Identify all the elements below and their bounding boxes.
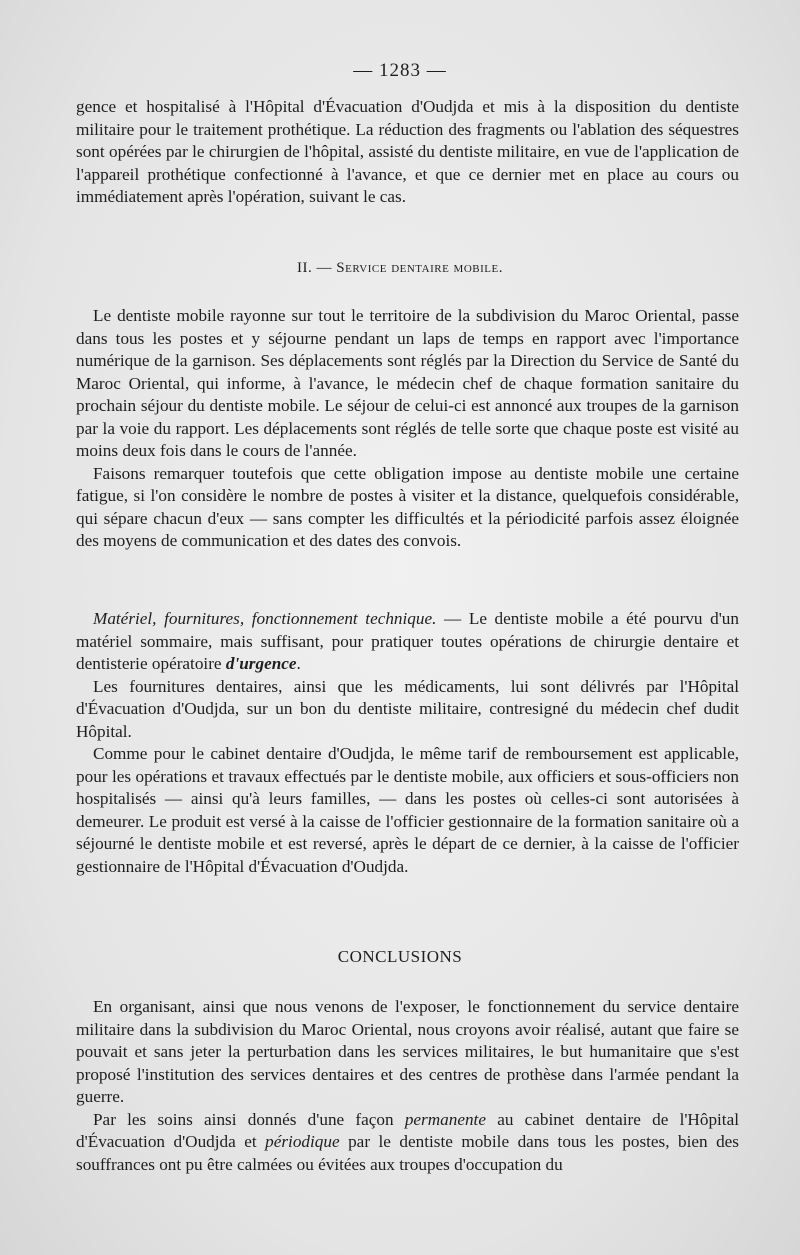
section-2-body — [76, 305, 739, 553]
permanente-emphasis: permanente — [404, 1109, 486, 1129]
page-number: — 1283 — — [353, 60, 447, 81]
intro-block — [76, 96, 739, 209]
urgence-emphasis: d'urgence — [225, 654, 297, 673]
tarif-paragraph: Comme pour le cabinet dentaire d'Oudjda, le même tarif de remboursement est applicable, pour les opérations et travaux effectués par le dentiste mobile, aux officiers et sous-officiers non hospitalisés — ainsi qu'à leurs familles, — dans les postes où celles-ci sont autorisées à demeurer. Le produit est versé à la caisse de l'officier gestionnaire de la formation sanitaire où a séjourné le dentiste mobile et est reversé, après le départ de ce dernier, à la caisse de l'officier gestionnaire de l'Hôpital d'Évacuation d'Oudjda. — [76, 744, 739, 876]
p2-text-c: par le dentiste mobile dans tous les postes, bien des souffrances ont pu être calmées ou évitées aux troupes d'occupation du — [76, 1132, 739, 1174]
periodique-emphasis: périodique — [265, 1132, 340, 1151]
conclusions-paragraph-2 — [76, 1109, 739, 1177]
p2-text-b: au cabinet dentaire de l'Hôpital d'Évacuation d'Oudjda et — [76, 1109, 739, 1151]
materiel-body — [76, 608, 739, 878]
section-2-numeral: II. — — [297, 260, 337, 276]
section-2-paragraph-1: Le dentiste mobile rayonne sur tout le territoire de la subdivision du Maroc Oriental, passe dans tous les postes et y séjourne pendant un laps de temps en rapport avec l'importance numérique de la garnison. Ses déplacements sont réglés par la Direction du Service de Santé du Maroc Oriental, qui informe, à l'avance, le médecin chef de chaque formation sanitaire du prochain séjour du dentiste mobile. Le séjour de celui-ci est annoncé aux troupes de la garnison par la voie du rapport. Les déplacements sont réglés de telle sorte que chaque poste est visité au moins deux fois dans le cours de l'année. — [76, 306, 739, 460]
conclusions-paragraph-1: En organisant, ainsi que nous venons de l'exposer, le fonctionnement du service dentaire militaire dans la subdivision du Maroc Oriental, nous croyons avoir réalisé, autant que faire se pouvait et sans jeter la perturbation dans les services militaires, le but humanitaire que s'est proposé l'institution des services dentaires et des centres de prothèse dans l'armée pendant la guerre. — [76, 997, 739, 1106]
materiel-text-a: — Le dentiste mobile a été pourvu d'un matériel sommaire, mais suffisant, pour pratiquer toutes opérations de chirurgie dentaire et dentisterie opératoire — [76, 609, 739, 673]
intro-paragraph: gence et hospitalisé à l'Hôpital d'Évacuation d'Oudjda et mis à la disposition du dentiste militaire pour le traitement prothétique. La réduction des fragments ou l'ablation des séquestres sont opérées par le chirurgien de l'hôpital, assisté du dentiste militaire, en vue de l'application de l'appareil prothétique confectionné à l'avance, et que ce dernier met en place au cours ou immédiatement après l'opération, suivant le cas. — [76, 97, 739, 206]
p2-text-a: Par les soins ainsi donnés d'une façon — [93, 1109, 405, 1129]
conclusions-heading: CONCLUSIONS — [337, 947, 463, 966]
materiel-text-b: . — [296, 654, 301, 673]
section-2-heading — [0, 260, 800, 277]
materiel-heading: Matériel, fournitures, fonctionnement technique. — [93, 609, 437, 628]
section-2-paragraph-2: Faisons remarquer toutefois que cette obligation impose au dentiste mobile une certaine fatigue, si l'on considère le nombre de postes à visiter et la distance, quelquefois considérable, qui sépare chacun d'eux — sans compter les difficultés et la périodicité parfois assez éloignée des moyens de communication et des dates des convois. — [76, 463, 739, 550]
materiel-paragraph — [76, 608, 739, 676]
fournitures-paragraph: Les fournitures dentaires, ainsi que les médicaments, lui sont délivrés par l'Hôpital d'Évacuation d'Oudjda, sur un bon du dentiste militaire, contresigné du médecin chef dudit Hôpital. — [76, 676, 739, 741]
conclusions-body — [76, 996, 739, 1176]
section-2-title: Service dentaire mobile. — [336, 260, 503, 276]
